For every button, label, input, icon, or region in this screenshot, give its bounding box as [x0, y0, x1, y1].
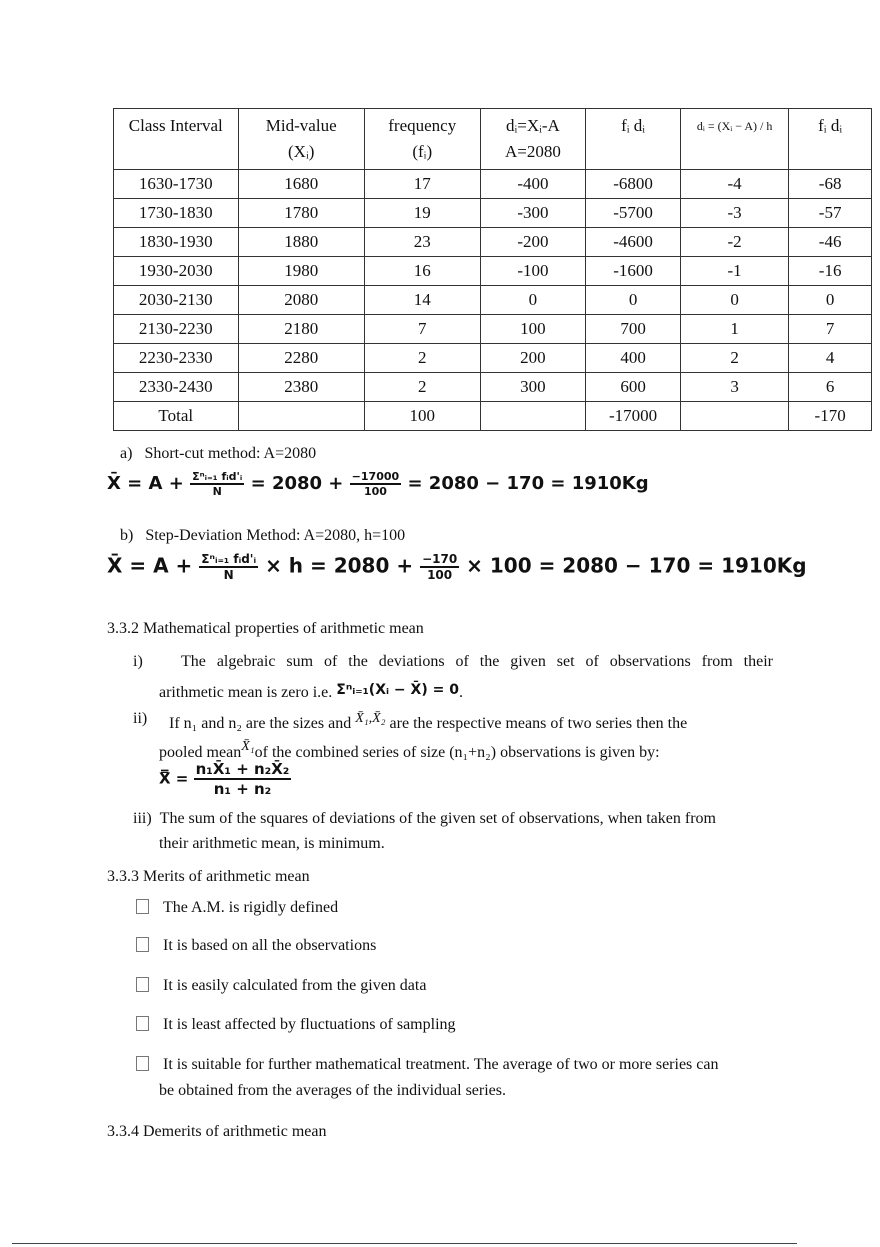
- header-class-interval: Class Interval: [114, 109, 239, 170]
- table-cell: -68: [789, 170, 872, 199]
- method-b-line: b) Step-Deviation Method: A=2080, h=100: [120, 527, 406, 544]
- bullet-icon: [136, 899, 149, 914]
- table-cell: 1680: [238, 170, 364, 199]
- merit-item-continuation: be obtained from the averages of the individual series.: [159, 1082, 506, 1099]
- table-row: [114, 373, 872, 402]
- table-row: [114, 228, 872, 257]
- table-header-row: [114, 109, 872, 170]
- table-cell: 2080: [238, 286, 364, 315]
- total-cell: Total: [114, 402, 239, 431]
- total-cell: [480, 402, 586, 431]
- table-cell: -5700: [586, 199, 681, 228]
- table-cell: 200: [480, 344, 586, 373]
- table-row: [114, 315, 872, 344]
- table-cell: 2330-2430: [114, 373, 239, 402]
- table-cell: 1730-1830: [114, 199, 239, 228]
- table-cell: -3: [680, 199, 788, 228]
- table-cell: -16: [789, 257, 872, 286]
- table-cell: 1630-1730: [114, 170, 239, 199]
- table-cell: 0: [680, 286, 788, 315]
- shortcut-fraction: $\frac{\text{Σⁿᵢ₌₁ fᵢd'ᵢ}}{N}$: [192, 470, 243, 498]
- shortcut-equation: X̄ = A + $\frac{\text{Σⁿᵢ₌₁ fᵢd'ᵢ}}{N}$ = 2080 + $\frac{-17000}{100}$ = 2080 − 170 = 1910Kg: [107, 470, 649, 498]
- property-iii-line2: their arithmetic mean, is minimum.: [159, 835, 385, 852]
- zero-sum-equation: Σⁿᵢ₌₁(Xᵢ − X̄) = 0: [336, 682, 459, 698]
- table-cell: 2: [364, 373, 480, 402]
- step-fraction-values: $\frac{-170}{100}$: [422, 552, 458, 582]
- bullet-icon: [136, 1016, 149, 1031]
- merit-item: It is least affected by fluctuations of sampling: [136, 1015, 456, 1035]
- table-row: [114, 199, 872, 228]
- section-334-heading: 3.3.4 Demerits of arithmetic mean: [107, 1123, 327, 1140]
- property-ii-line2: pooled meanX̄₁of the combined series of size (n₁+n₂) observations is given by:: [159, 739, 660, 761]
- section-332-heading: 3.3.2 Mathematical properties of arithmetic mean: [107, 620, 424, 637]
- table-row: [114, 286, 872, 315]
- table-cell: 2130-2230: [114, 315, 239, 344]
- table-cell: 16: [364, 257, 480, 286]
- table-cell: -400: [480, 170, 586, 199]
- header-mid-value: Mid-value (Xᵢ): [238, 109, 364, 170]
- table-cell: -300: [480, 199, 586, 228]
- table-cell: 600: [586, 373, 681, 402]
- property-i-line2: arithmetic mean is zero i.e. Σⁿᵢ₌₁(Xᵢ − X̄) = 0.: [159, 682, 463, 701]
- table-total-row: [114, 402, 872, 431]
- table-cell: 700: [586, 315, 681, 344]
- table-cell: 7: [364, 315, 480, 344]
- bullet-icon: [136, 977, 149, 992]
- table-cell: -57: [789, 199, 872, 228]
- table-cell: 2: [680, 344, 788, 373]
- section-333-heading: 3.3.3 Merits of arithmetic mean: [107, 868, 310, 885]
- total-cell: 100: [364, 402, 480, 431]
- table-cell: 0: [480, 286, 586, 315]
- table-cell: 2030-2130: [114, 286, 239, 315]
- property-ii-label: ii): [133, 710, 148, 727]
- table-row: [114, 170, 872, 199]
- table-row: [114, 257, 872, 286]
- table-cell: -1: [680, 257, 788, 286]
- property-iii-line1: iii) The sum of the squares of deviations of the given set of observations, when taken from: [133, 810, 716, 827]
- header-frequency: frequency (fᵢ): [364, 109, 480, 170]
- table-cell: 23: [364, 228, 480, 257]
- frequency-table: [113, 108, 872, 431]
- table-cell: 4: [789, 344, 872, 373]
- table-cell: 17: [364, 170, 480, 199]
- table-cell: 100: [480, 315, 586, 344]
- table-cell: 300: [480, 373, 586, 402]
- method-a-line: a) Short-cut method: A=2080: [120, 445, 317, 462]
- header-fd: fᵢ dᵢ: [586, 109, 681, 170]
- table-cell: 1830-1930: [114, 228, 239, 257]
- table-cell: 2: [364, 344, 480, 373]
- header-fd-prime: fᵢ dᵢ: [789, 109, 872, 170]
- merit-item: The A.M. is rigidly defined: [136, 898, 338, 918]
- table-cell: 14: [364, 286, 480, 315]
- step-fraction: $\frac{\text{Σⁿᵢ₌₁ fᵢd'ᵢ}}{N}$: [201, 552, 257, 582]
- total-cell: -17000: [586, 402, 681, 431]
- pooled-mean-fraction: $\frac{\text{n₁X̄₁ + n₂X̄₂}}{\text{n₁ + n₂}}$: [195, 760, 290, 798]
- table-body: [114, 170, 872, 402]
- bullet-icon: [136, 1056, 149, 1071]
- total-cell: [238, 402, 364, 431]
- merit-item: It is suitable for further mathematical treatment. The average of two or more series can: [136, 1055, 718, 1075]
- table-cell: 3: [680, 373, 788, 402]
- shortcut-fraction-values: $\frac{-17000}{100}$: [351, 470, 400, 498]
- table-cell: 1880: [238, 228, 364, 257]
- merit-item: It is based on all the observations: [136, 936, 376, 956]
- table-cell: 19: [364, 199, 480, 228]
- table-cell: -200: [480, 228, 586, 257]
- footer-divider: [12, 1243, 797, 1244]
- property-i-line1: The algebraic sum of the deviations of the given set of observations from their: [181, 653, 773, 670]
- table-cell: 1780: [238, 199, 364, 228]
- total-cell: -170: [789, 402, 872, 431]
- table-cell: -100: [480, 257, 586, 286]
- total-cell: [680, 402, 788, 431]
- table-cell: -2: [680, 228, 788, 257]
- table-cell: 2230-2330: [114, 344, 239, 373]
- header-deviation: dᵢ=Xᵢ-A A=2080: [480, 109, 586, 170]
- step-deviation-equation: X̄ = A + $\frac{\text{Σⁿᵢ₌₁ fᵢd'ᵢ}}{N}$ × h = 2080 + $\frac{-170}{100}$ × 100 = 2080 − 170 = 1910Kg: [107, 552, 807, 582]
- table-cell: 6: [789, 373, 872, 402]
- pooled-mean-equation: X̿ = $\frac{\text{n₁X̄₁ + n₂X̄₂}}{\text{n₁ + n₂}}$: [159, 760, 290, 798]
- table-cell: 2380: [238, 373, 364, 402]
- table-cell: -1600: [586, 257, 681, 286]
- table-cell: 2180: [238, 315, 364, 344]
- table-row: [114, 344, 872, 373]
- table-cell: 7: [789, 315, 872, 344]
- table-cell: -4: [680, 170, 788, 199]
- table-cell: 400: [586, 344, 681, 373]
- property-i-label: i): [133, 653, 143, 670]
- table-cell: -46: [789, 228, 872, 257]
- bullet-icon: [136, 937, 149, 952]
- property-ii-line1: If n₁ and n₂ are the sizes and X̄₁,X̄₂ are the respective means of two series then the: [169, 711, 688, 732]
- table-cell: 0: [789, 286, 872, 315]
- merit-item: It is easily calculated from the given data: [136, 976, 426, 996]
- table-cell: 2280: [238, 344, 364, 373]
- table-cell: 1930-2030: [114, 257, 239, 286]
- table-cell: 1980: [238, 257, 364, 286]
- header-step-deviation: dᵢ = (Xᵢ − A) / h: [680, 109, 788, 170]
- pooled-mean-symbol: X̄₁: [241, 739, 255, 754]
- table-cell: 0: [586, 286, 681, 315]
- table-cell: -4600: [586, 228, 681, 257]
- table-cell: 1: [680, 315, 788, 344]
- table-cell: -6800: [586, 170, 681, 199]
- means-symbol: X̄₁,X̄₂: [355, 711, 386, 726]
